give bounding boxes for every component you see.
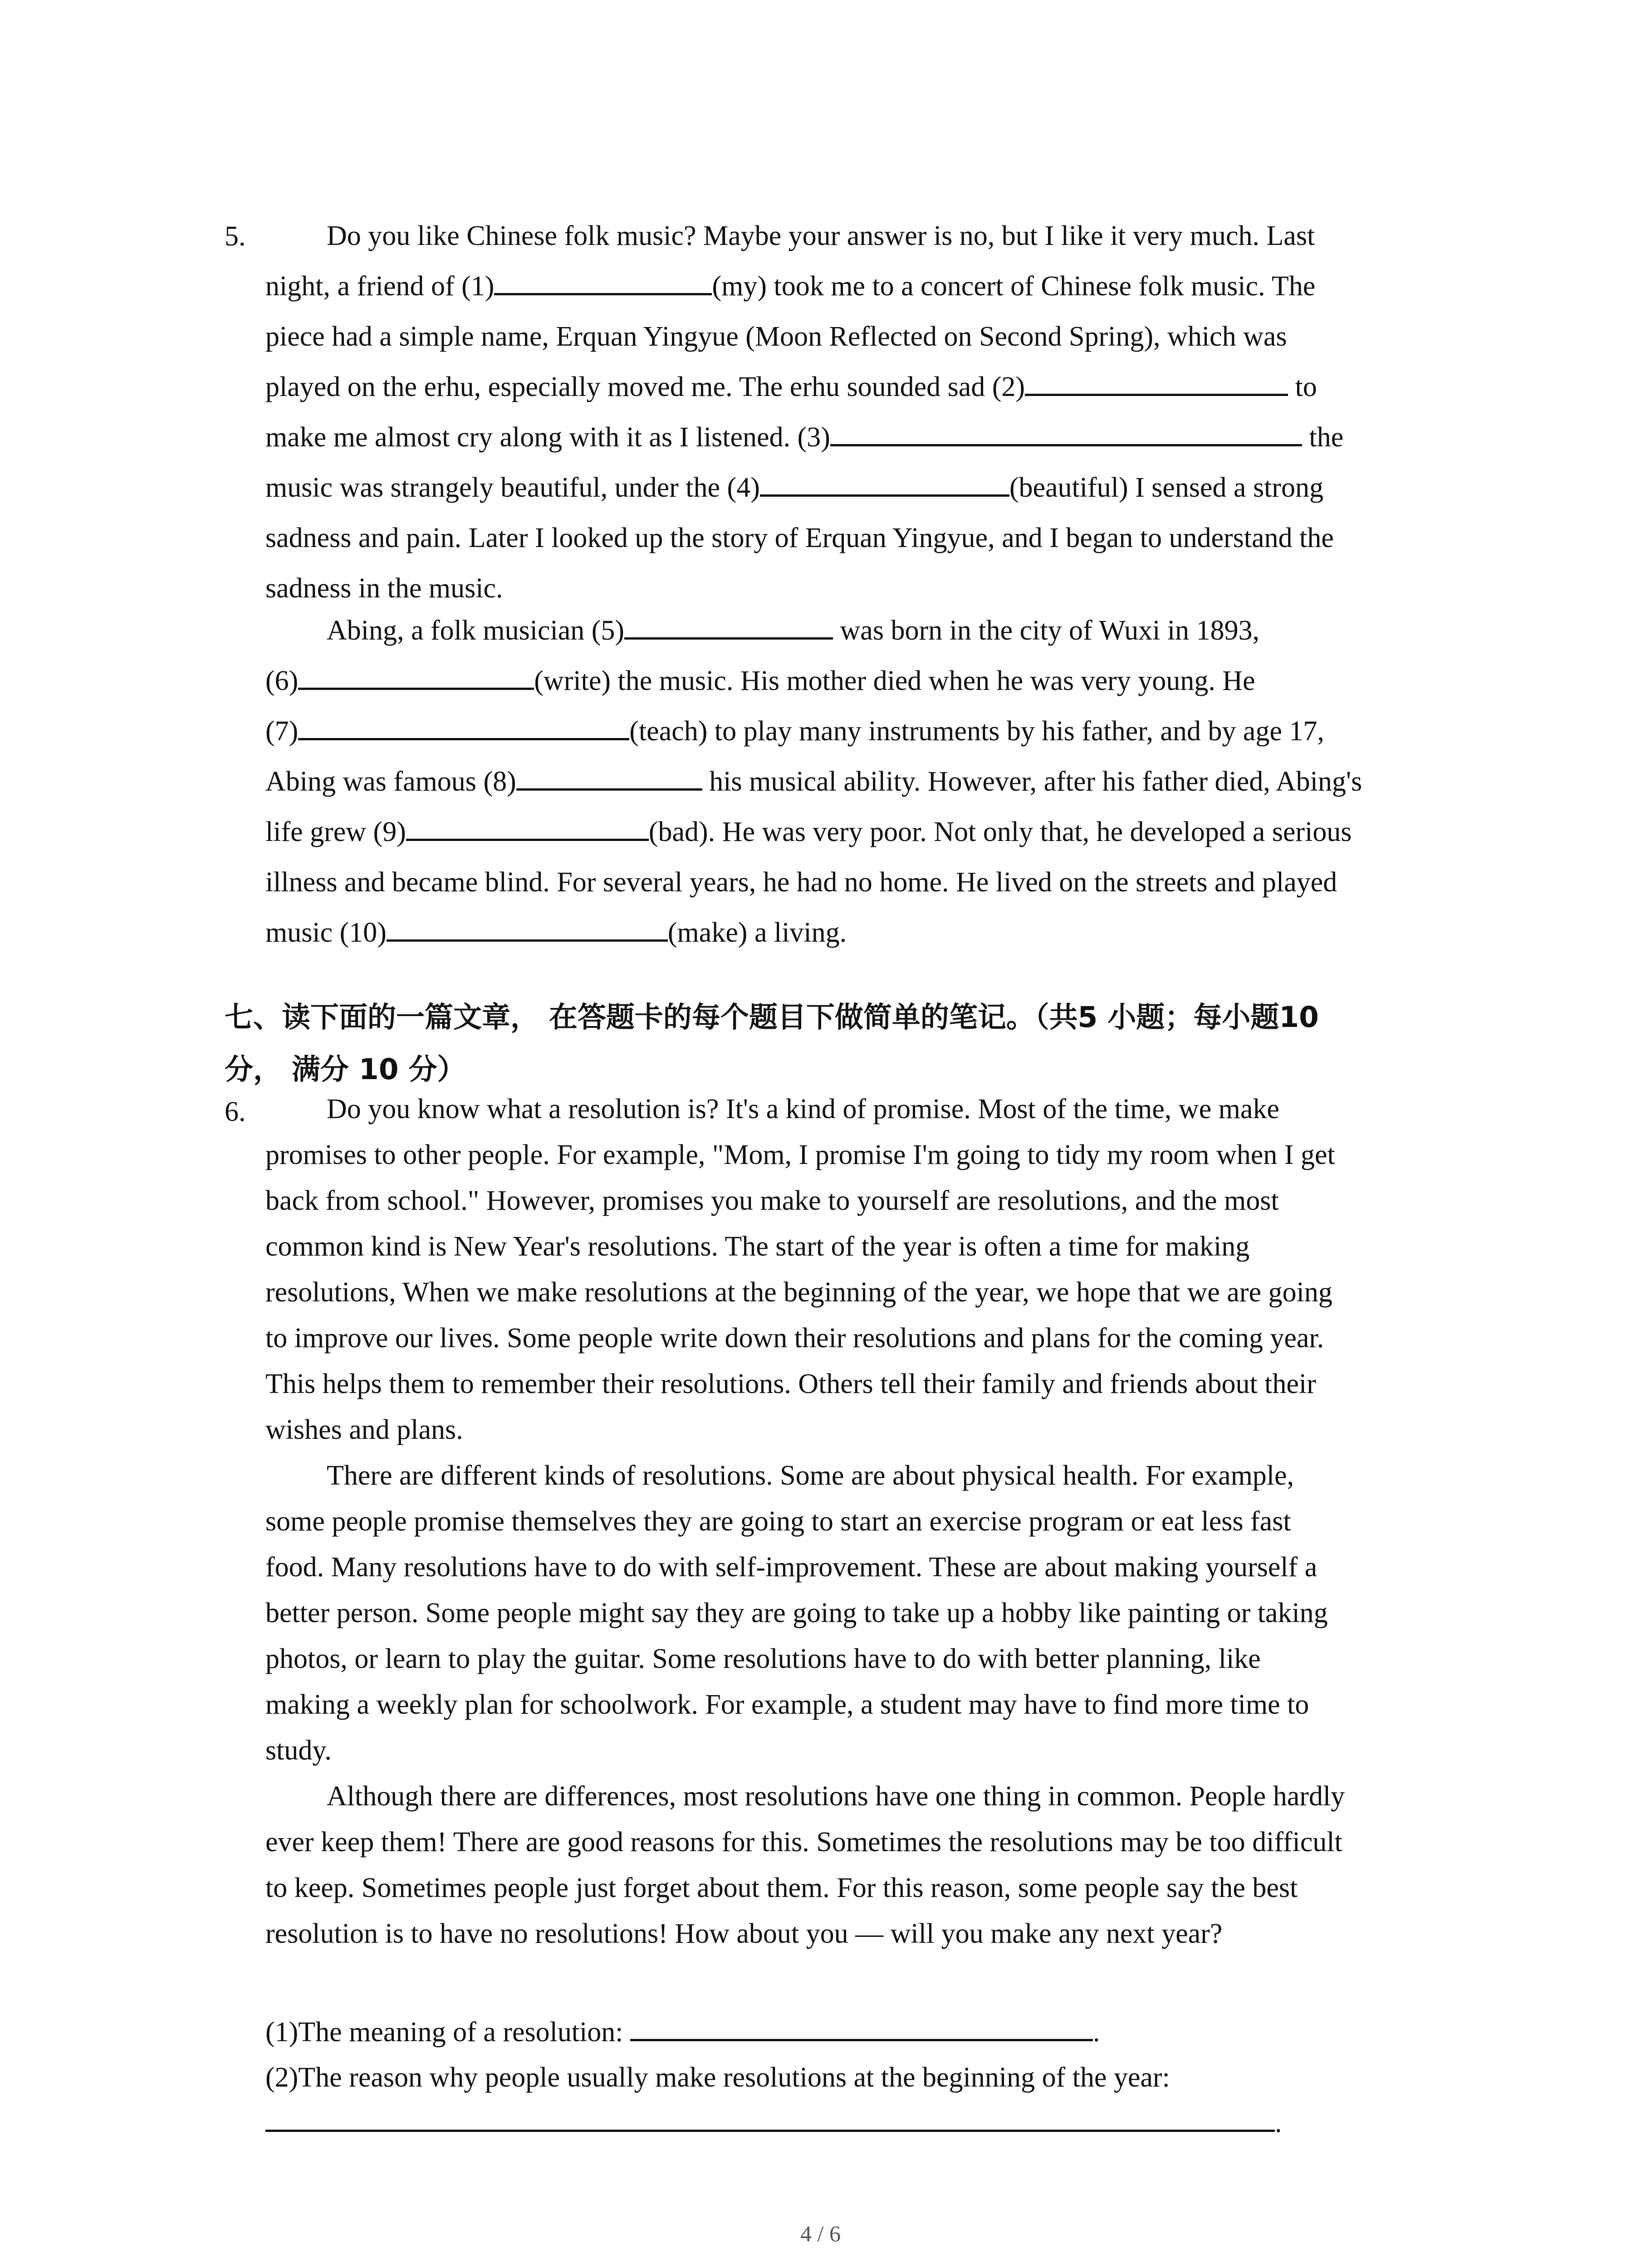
- q6-line: common kind is New Year's resolutions. The start of the year is often a time for making: [265, 1231, 1250, 1262]
- q5-line: Do you like Chinese folk music? Maybe your answer is no, but I like it very much. Last: [327, 220, 1315, 251]
- q5-line: sadness and pain. Later I looked up the story of Erquan Yingyue, and I began to understand the: [265, 523, 1334, 553]
- section-7-heading: [225, 991, 1450, 1095]
- q6-line: making a weekly plan for schoolwork. For example, a student may have to find more time to: [265, 1689, 1309, 1720]
- blank-5[interactable]: [624, 616, 833, 640]
- q6-line: Although there are differences, most resolutions have one thing in common. People hardly: [327, 1781, 1345, 1812]
- q5-line: Abing was famous (8) his musical ability. However, after his father died, Abing's: [265, 766, 1362, 797]
- blank-4[interactable]: [760, 474, 1009, 497]
- q6-line: study.: [265, 1735, 332, 1766]
- q6-line: to keep. Sometimes people just forget about them. For this reason, some people say the best: [265, 1872, 1298, 1903]
- page-number: 4 / 6: [800, 2221, 841, 2246]
- q5-line: make me almost cry along with it as I listened. (3) the: [265, 422, 1344, 453]
- q6-line: promises to other people. For example, "Mom, I promise I'm going to tidy my room when I get: [265, 1139, 1335, 1170]
- q5-line: night, a friend of (1) (my) took me to a concert of Chinese folk music. The: [265, 271, 1316, 302]
- q5-line: played on the erhu, especially moved me. The erhu sounded sad (2) to: [265, 371, 1317, 402]
- q6-line: There are different kinds of resolutions. Some are about physical health. For example,: [327, 1460, 1294, 1491]
- note-2-answer: .: [265, 2100, 1468, 2146]
- q5-line: music was strangely beautiful, under the (4) (beautiful) I sensed a strong: [265, 472, 1323, 503]
- q5-line: (7) (teach) to play many instruments by his father, and by age 17,: [265, 716, 1324, 747]
- note-questions: [265, 2009, 1468, 2146]
- section-7-heading-line-2: 分， 满分 10 分）: [225, 1053, 466, 1086]
- q5-line: sadness in the music.: [265, 573, 503, 604]
- q6-line: resolutions, When we make resolutions at the beginning of the year, we hope that we are going: [265, 1277, 1332, 1308]
- question-number-6: 6.: [225, 1096, 246, 1127]
- q6-line: better person. Some people might say they are going to take up a hobby like painting or taking: [265, 1598, 1328, 1628]
- note-2: (2)The reason why people usually make resolutions at the beginning of the year:: [265, 2062, 1170, 2093]
- q6-line: wishes and plans.: [265, 1414, 463, 1445]
- question-5-paragraph-1: [265, 211, 1459, 614]
- q6-line: to improve our lives. Some people write down their resolutions and plans for the coming year.: [265, 1323, 1324, 1354]
- blank-3[interactable]: [830, 423, 1302, 446]
- question-6-passage: [265, 1086, 1459, 1957]
- q5-line: (6) (write) the music. His mother died when he was very young. He: [265, 665, 1255, 696]
- question-5-paragraph-2: [265, 606, 1459, 958]
- blank-9[interactable]: [406, 818, 649, 841]
- blank-7[interactable]: [298, 717, 629, 740]
- q5-line: Abing, a folk musician (5) was born in the city of Wuxi in 1893,: [327, 615, 1260, 646]
- q6-line: photos, or learn to play the guitar. Some resolutions have to do with better planning, like: [265, 1643, 1261, 1674]
- q6-line: Do you know what a resolution is? It's a kind of promise. Most of the time, we make: [327, 1094, 1279, 1124]
- question-number-5: 5.: [225, 221, 246, 252]
- q6-line: resolution is to have no resolutions! How about you — will you make any next year?: [265, 1918, 1223, 1949]
- note-2-answer-line[interactable]: [265, 2109, 1275, 2132]
- q5-line: life grew (9) (bad). He was very poor. Not only that, he developed a serious: [265, 816, 1352, 847]
- blank-1[interactable]: [494, 272, 712, 295]
- blank-2[interactable]: [1025, 373, 1288, 396]
- q5-line: illness and became blind. For several years, he had no home. He lived on the streets and played: [265, 867, 1337, 898]
- blank-10[interactable]: [387, 919, 668, 942]
- section-7-heading-line-1: 七、读下面的一篇文章， 在答题卡的每个题目下做简单的笔记。（共5 小题；每小题10: [225, 1001, 1319, 1034]
- blank-6[interactable]: [298, 667, 534, 690]
- q6-line: food. Many resolutions have to do with self-improvement. These are about making yourself a: [265, 1552, 1318, 1583]
- q6-line: some people promise themselves they are going to start an exercise program or eat less fast: [265, 1506, 1291, 1537]
- note-1: (1)The meaning of a resolution: .: [265, 2017, 1100, 2048]
- q5-line: music (10) (make) a living.: [265, 917, 847, 948]
- blank-8[interactable]: [516, 767, 702, 791]
- note-1-answer-line[interactable]: [630, 2018, 1093, 2041]
- q6-line: This helps them to remember their resolutions. Others tell their family and friends about their: [265, 1369, 1316, 1399]
- q6-line: back from school." However, promises you make to yourself are resolutions, and the most: [265, 1185, 1279, 1216]
- q6-line: ever keep them! There are good reasons for this. Sometimes the resolutions may be too difficult: [265, 1827, 1342, 1857]
- q5-line: piece had a simple name, Erquan Yingyue (Moon Reflected on Second Spring), which was: [265, 321, 1287, 352]
